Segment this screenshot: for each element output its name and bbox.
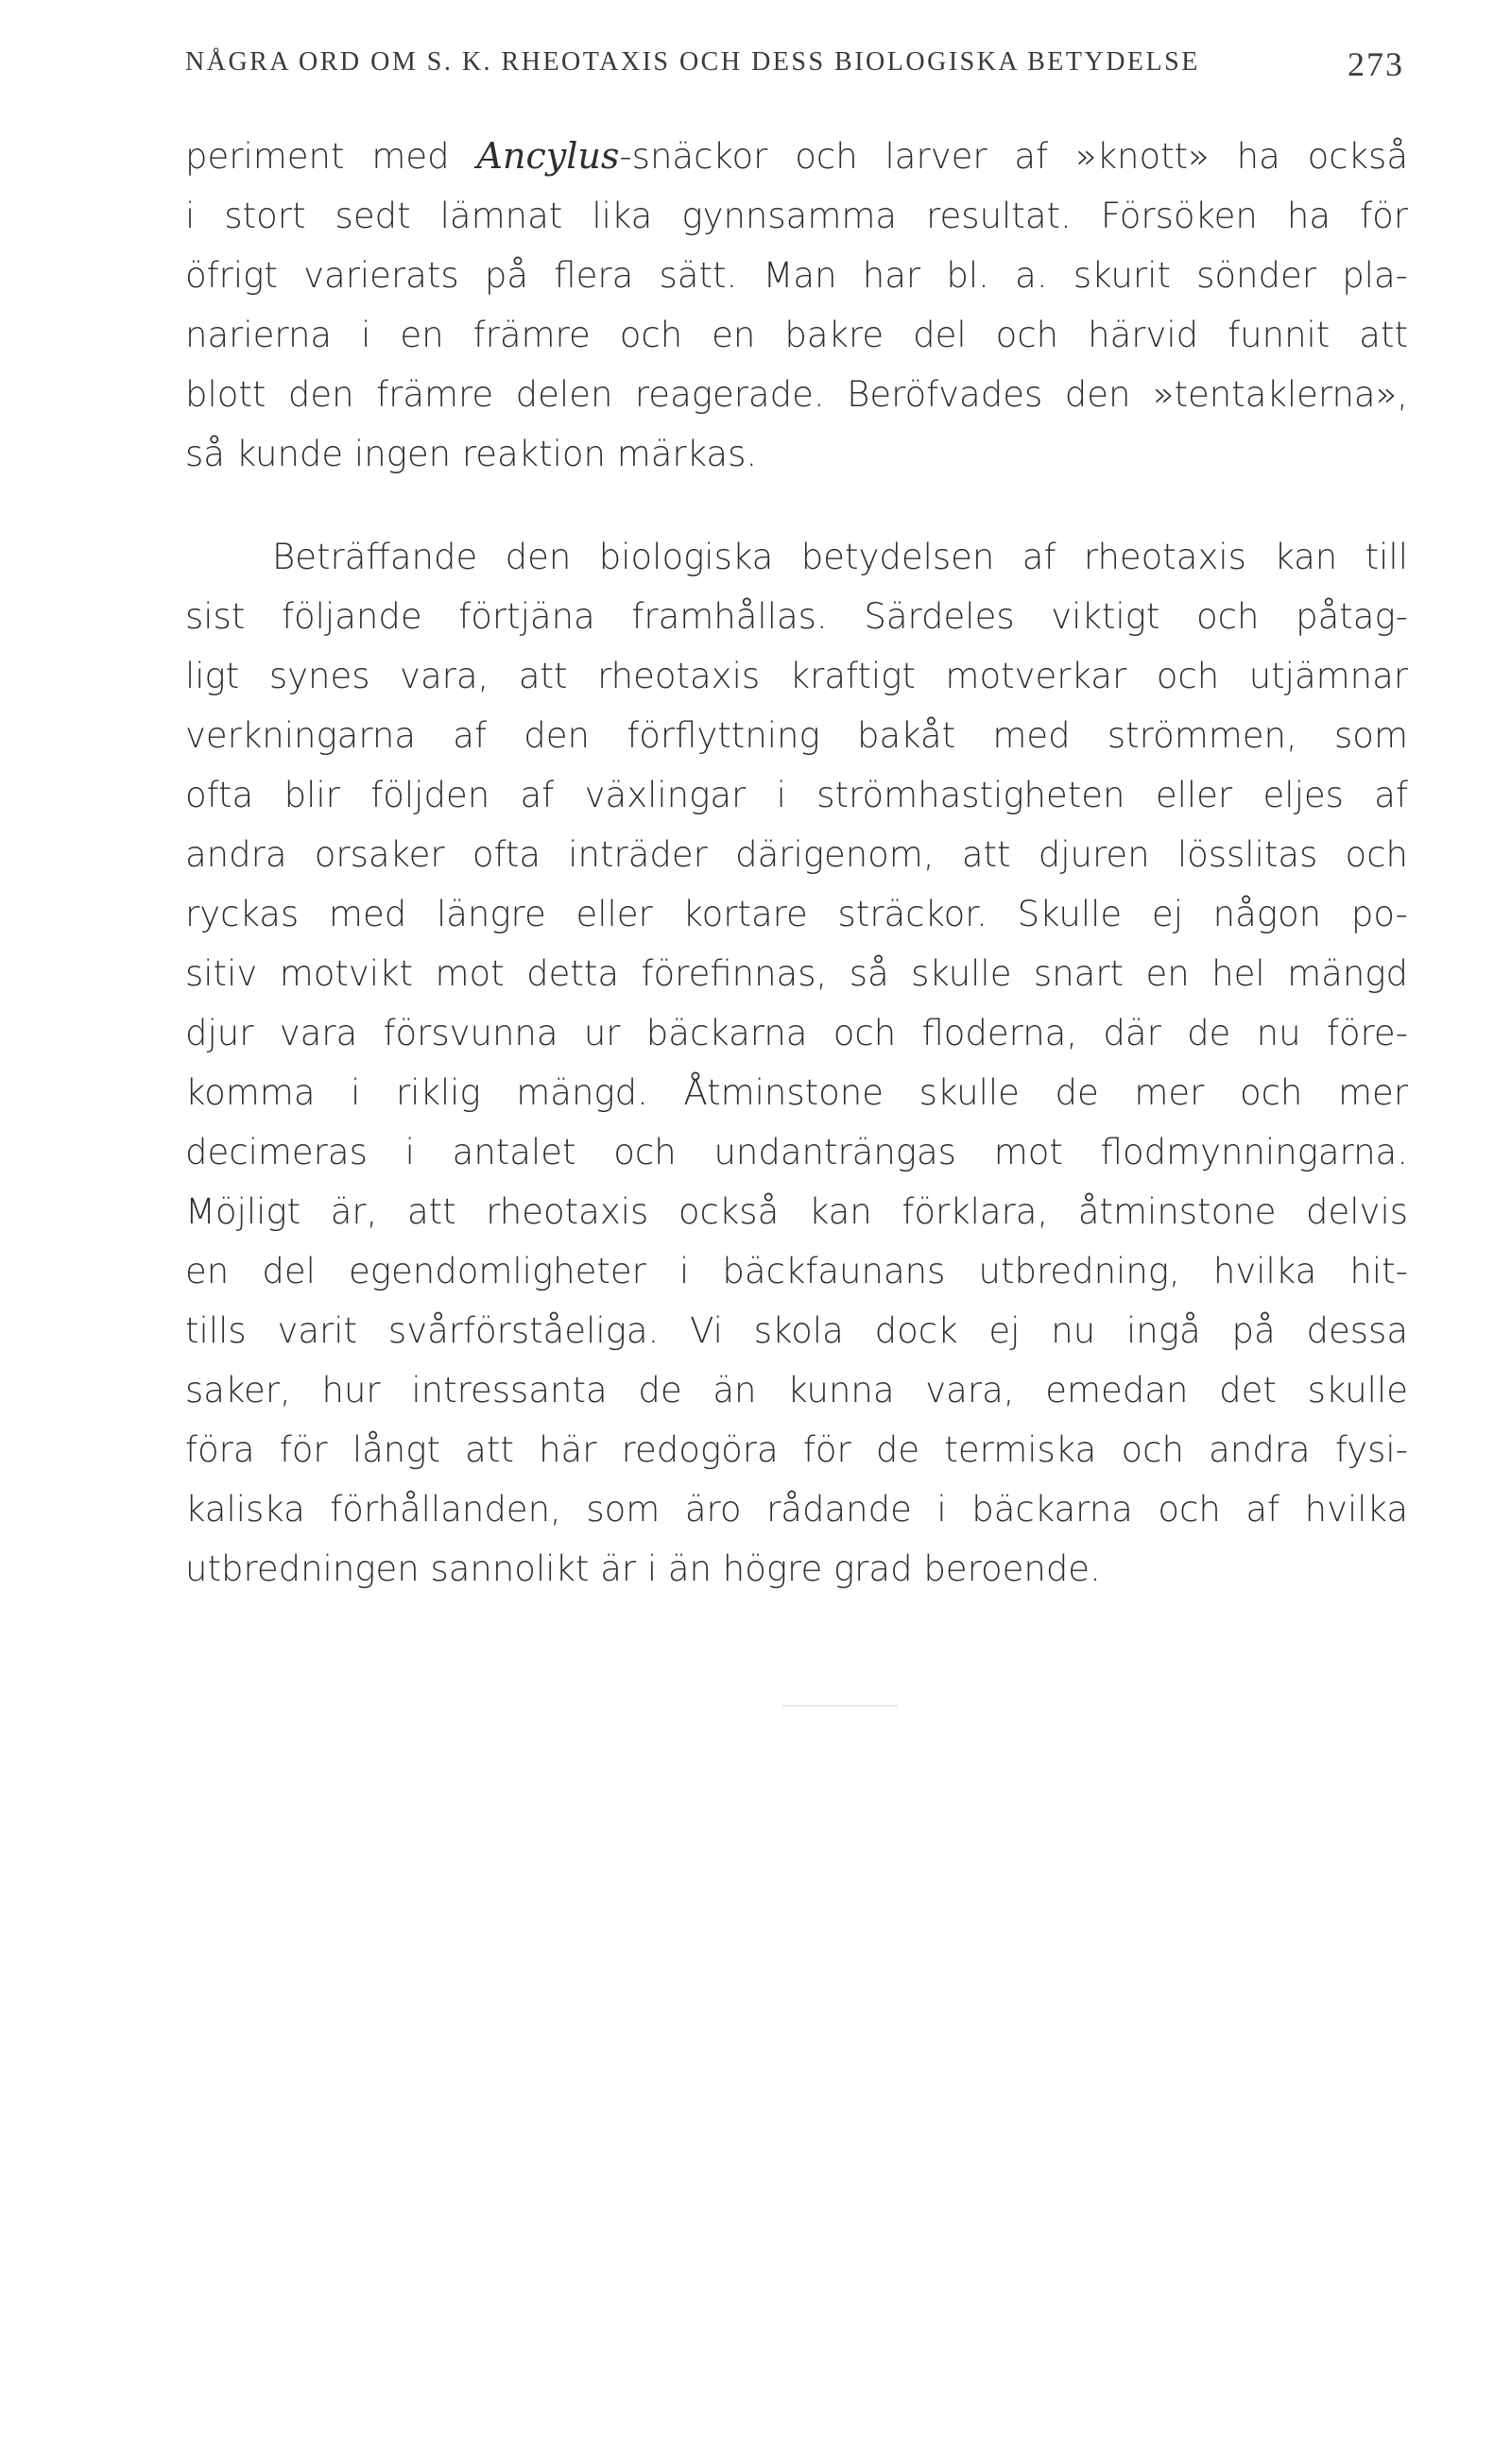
paragraph-2 bbox=[185, 527, 1408, 1599]
text-line: andra orsaker ofta inträder därigenom, att djuren lösslitas och bbox=[185, 834, 1408, 875]
text-line: ligt synes vara, att rheotaxis kraftigt motverkar och utjämnar bbox=[185, 656, 1408, 696]
text-line: kaliska förhållanden, som äro rådande i bäckarna och af hvilka bbox=[185, 1489, 1408, 1530]
text-line: sitiv motvikt mot detta förefinnas, så skulle snart en hel mängd bbox=[185, 953, 1408, 994]
text-line: en del egendomligheter i bäckfaunans utbredning, hvilka hit- bbox=[185, 1251, 1408, 1292]
paragraph-1 bbox=[185, 127, 1408, 484]
text-line: periment med Ancylus-snäckor och larver af »knott» ha också bbox=[185, 135, 1408, 177]
text-line: i stort sedt lämnat lika gynnsamma resultat. Försöken ha för bbox=[185, 196, 1408, 236]
text-line: ryckas med längre eller kortare sträckor. Skulle ej någon po- bbox=[185, 894, 1408, 934]
text-line: saker, hur intressanta de än kunna vara, emedan det skulle bbox=[185, 1370, 1408, 1411]
text-line: blott den främre delen reagerade. Beröfvades den »tentaklerna», bbox=[185, 374, 1408, 415]
text-line: decimeras i antalet och undanträngas mot flodmynningarna. bbox=[185, 1132, 1408, 1172]
running-head bbox=[185, 45, 1404, 83]
text-line: öfrigt varierats på flera sätt. Man har bl. a. skurit sönder pla- bbox=[185, 255, 1408, 296]
page-number: 273 bbox=[1348, 45, 1404, 83]
text-line: djur vara försvunna ur bäckarna och floderna, där de nu före- bbox=[185, 1013, 1408, 1053]
text-line: Beträffande den biologiska betydelsen af rheotaxis kan till bbox=[272, 537, 1408, 577]
text-line: föra för långt att här redogöra för de termiska och andra fysi- bbox=[185, 1429, 1408, 1470]
text-line: ofta blir följden af växlingar i strömhastigheten eller eljes af bbox=[185, 775, 1408, 815]
text-line: tills varit svårförståeliga. Vi skola dock ej nu ingå på dessa bbox=[185, 1310, 1408, 1351]
section-divider bbox=[782, 1705, 898, 1706]
text-line: så kunde ingen reaktion märkas. bbox=[185, 434, 758, 474]
running-title: NÅGRA ORD OM S. K. RHEOTAXIS OCH DESS BIOLOGISKA BETYDELSE bbox=[185, 47, 1200, 77]
text-line: sist följande förtjäna framhållas. Särdeles viktigt och påtag- bbox=[185, 596, 1408, 637]
text-line: narierna i en främre och en bakre del och härvid funnit att bbox=[185, 315, 1408, 355]
text-line: komma i riklig mängd. Åtminstone skulle de mer och mer bbox=[185, 1072, 1408, 1113]
text-line: verkningarna af den förflyttning bakåt med strömmen, som bbox=[185, 715, 1408, 756]
text-line: utbredningen sannolikt är i än högre grad beroende. bbox=[185, 1549, 1101, 1589]
text-line: Möjligt är, att rheotaxis också kan förklara, åtminstone delvis bbox=[185, 1191, 1408, 1232]
italic-genus-name: Ancylus bbox=[476, 135, 620, 177]
